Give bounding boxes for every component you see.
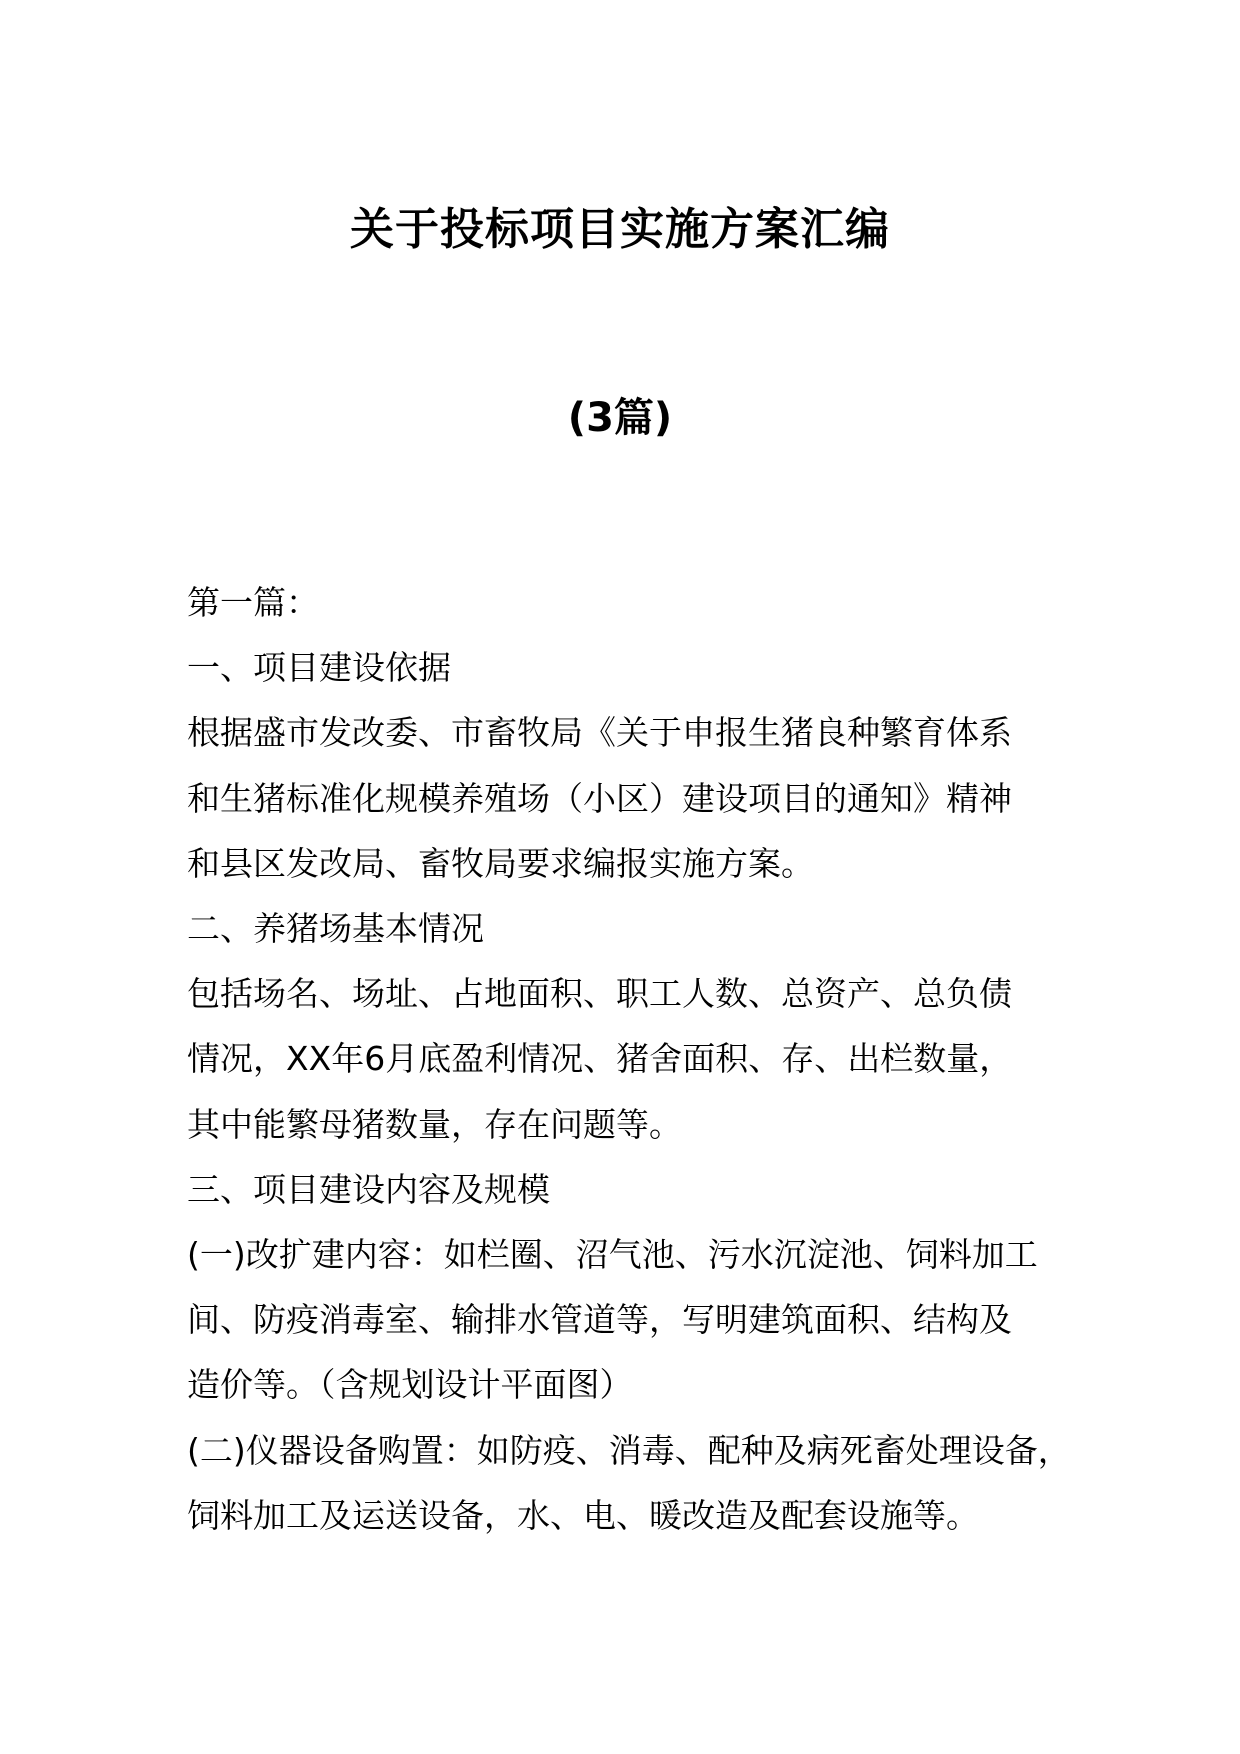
document-subtitle: (3篇) [567, 395, 673, 441]
body-line: 根据盛市发改委、市畜牧局《关于申报生猪良种繁育体系 [187, 713, 1012, 753]
section-heading-farm-info: 二、养猪场基本情况 [187, 909, 484, 949]
body-line: 其中能繁母猪数量，存在问题等。 [187, 1104, 682, 1144]
body-line: (二)仪器设备购置：如防疫、消毒、配种及病死畜处理设备， [187, 1430, 1071, 1470]
document-title: 关于投标项目实施方案汇编 [350, 204, 890, 255]
body-line: 包括场名、场址、占地面积、职工人数、总资产、总负债 [187, 974, 1012, 1014]
body-line: 和县区发改局、畜牧局要求编报实施方案。 [187, 843, 814, 883]
body-line: 情况，XX年6月底盈利情况、猪舍面积、存、出栏数量， [187, 1039, 1013, 1079]
body-line: 饲料加工及运送设备，水、电、暖改造及配套设施等。 [187, 1495, 979, 1535]
section-heading-content-scale: 三、项目建设内容及规模 [187, 1169, 550, 1209]
body-line: 间、防疫消毒室、输排水管道等，写明建筑面积、结构及 [187, 1300, 1012, 1340]
section-heading-part-one: 第一篇： [187, 583, 319, 622]
body-line: (一)改扩建内容：如栏圈、沼气池、污水沉淀池、饲料加工 [187, 1235, 1038, 1275]
body-line: 和生猪标准化规模养殖场（小区）建设项目的通知》精神 [187, 778, 1012, 818]
section-heading-basis: 一、项目建设依据 [187, 648, 451, 688]
document-body [187, 570, 1087, 1548]
body-line: 造价等。（含规划设计平面图） [187, 1365, 633, 1405]
